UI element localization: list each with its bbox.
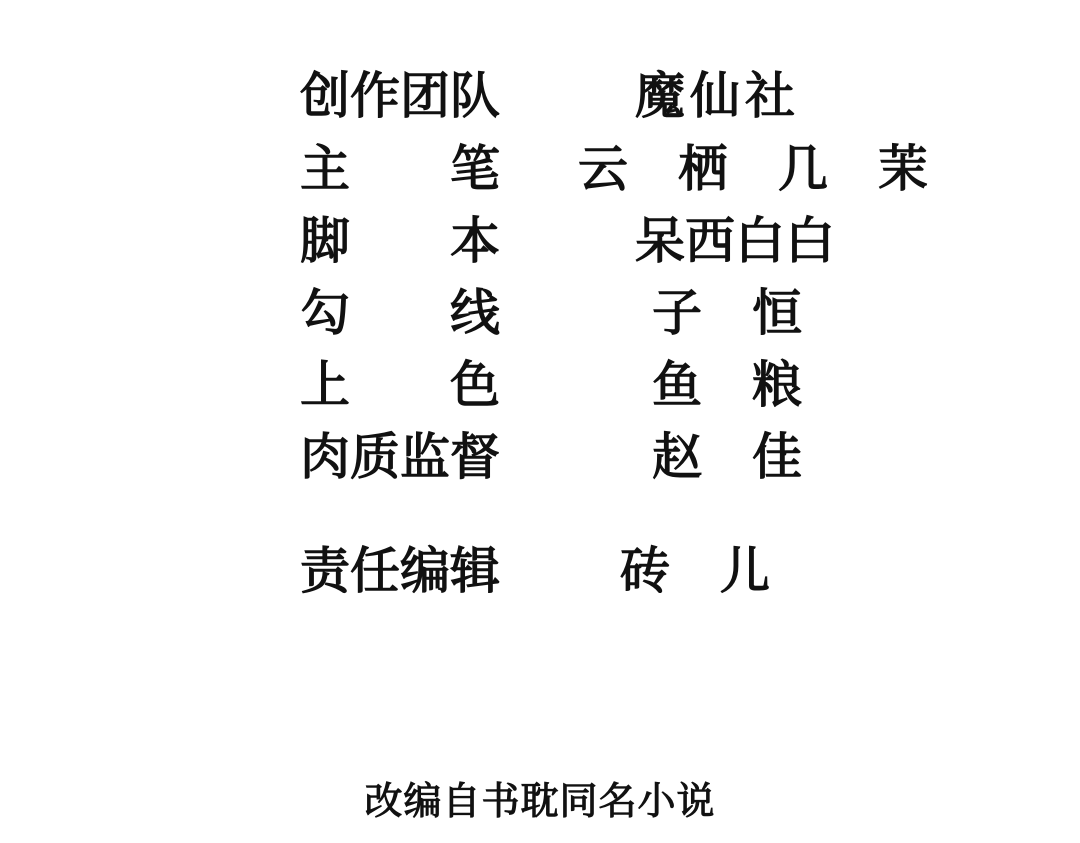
role-label: 脚 本 <box>300 213 500 269</box>
role-label: 勾 线 <box>300 285 500 341</box>
credit-row-responsible-editor <box>0 545 1080 597</box>
credit-row-creative-team <box>0 70 1080 122</box>
credit-row-coloring <box>0 359 1080 411</box>
artist-name: 呆西白白 <box>635 213 835 269</box>
role-label: 责任编辑 <box>300 543 500 599</box>
role-label: 创作团队 <box>300 68 500 124</box>
artist-name: 砖 儿 <box>620 543 770 599</box>
artist-name: 子 恒 <box>652 285 802 341</box>
credit-row-main-artist <box>0 143 1080 195</box>
artist-name: 鱼 粮 <box>652 357 802 413</box>
credit-row-line-art <box>0 287 1080 339</box>
credit-row-quality-supervisor <box>0 431 1080 483</box>
artist-name: 云 栖 几 茉 <box>578 141 928 197</box>
credit-row-script <box>0 215 1080 267</box>
adaptation-note: 改编自书耽同名小说 <box>364 781 716 823</box>
role-label: 主 笔 <box>300 141 500 197</box>
artist-name: 赵 佳 <box>652 429 802 485</box>
role-label: 肉质监督 <box>300 429 500 485</box>
artist-name: 魔仙社 <box>635 68 800 124</box>
role-label: 上 色 <box>300 357 500 413</box>
